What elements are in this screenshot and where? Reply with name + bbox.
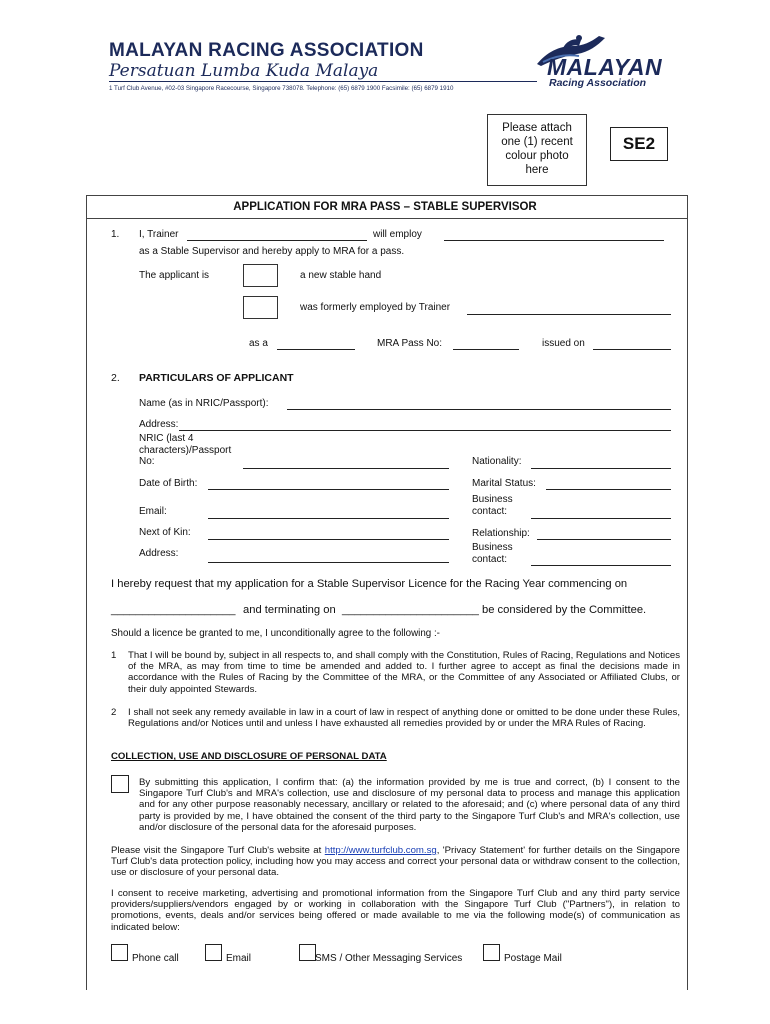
mra-logo xyxy=(533,34,683,92)
email-mode-label: Email xyxy=(226,953,252,964)
former-role-field[interactable] xyxy=(277,349,355,350)
header-rule xyxy=(109,81,537,82)
sms-checkbox[interactable] xyxy=(299,944,316,961)
nric-field[interactable] xyxy=(243,468,449,469)
org-name-malay: Persatuan Lumba Kuda Malaya xyxy=(109,61,379,81)
nationality-label: Nationality: xyxy=(472,456,522,467)
nationality-field[interactable] xyxy=(531,468,671,469)
formerly-employed-checkbox[interactable] xyxy=(243,296,278,319)
privacy-visit-before: Please visit the Singapore Turf Club's website at xyxy=(111,845,325,856)
title-divider xyxy=(86,218,687,219)
privacy-visit-text xyxy=(111,845,680,879)
pdpa-consent-checkbox[interactable] xyxy=(111,775,129,793)
dob-label: Date of Birth: xyxy=(139,478,198,489)
clause-2-text: I shall not seek any remedy available in law in a court of law in respect of anything done or omitted to be done under these Rules, Regulations and/or Notices until and unless I have exhausted all remedies provided by or under the MRA Rules of Racing. xyxy=(128,707,680,730)
clause-2-number: 2 xyxy=(111,707,117,718)
pdpa-heading: COLLECTION, USE AND DISCLOSURE OF PERSONAL DATA xyxy=(111,751,387,762)
section1-number: 1. xyxy=(111,229,120,240)
request-start-blank[interactable]: ____________________ xyxy=(111,604,236,616)
postage-mail-checkbox[interactable] xyxy=(483,944,500,961)
new-stable-hand-checkbox[interactable] xyxy=(243,264,278,287)
trainer-prefix: I, Trainer xyxy=(139,229,179,240)
clause-1-number: 1 xyxy=(111,650,117,661)
photo-box[interactable] xyxy=(487,114,587,186)
kin-business-contact-label: Business contact: xyxy=(472,542,513,565)
former-trainer-field[interactable] xyxy=(467,314,671,315)
request-line1: I hereby request that my application for a Stable Supervisor Licence for the Racing Year commencing on xyxy=(111,578,628,590)
phone-call-label: Phone call xyxy=(132,953,179,964)
section2-number: 2. xyxy=(111,372,120,384)
request-end-blank[interactable]: ______________________ xyxy=(342,604,479,616)
photo-box-text: Please attach one (1) recent colour photo here xyxy=(501,122,573,176)
logo-word: MALAYAN xyxy=(547,54,663,80)
pdpa-consent-text: By submitting this application, I confirm that: (a) the information provided by me is true and correct, (b) I consent to the Singapore Turf Club's and MRA's collection, use and disclosure of my personal data to process and manage this application and for any other purpose reasonably necessary, ancillary or related to the aforesaid; and (c) where personal data of any third party is provided by me, I have obtained the consent of the third party to the Singapore Turf Club's and MRA's collection, use and/or disclosure of the personal data for the aforesaid purposes. xyxy=(139,777,680,833)
issued-on-field[interactable] xyxy=(593,349,671,350)
form-code: SE2 xyxy=(622,134,656,153)
dob-field[interactable] xyxy=(208,489,449,490)
form-title: APPLICATION FOR MRA PASS – STABLE SUPERVISOR xyxy=(233,201,537,213)
phone-call-checkbox[interactable] xyxy=(111,944,128,961)
email-checkbox[interactable] xyxy=(205,944,222,961)
will-employ-label: will employ xyxy=(373,229,422,240)
email-field[interactable] xyxy=(208,518,449,519)
request-considered: be considered by the Committee. xyxy=(482,604,647,616)
applicant-is-label: The applicant is xyxy=(139,270,210,281)
kin-business-contact-field[interactable] xyxy=(531,565,671,566)
business-contact-field[interactable] xyxy=(531,518,671,519)
nric-label: NRIC (last 4 characters)/Passport No: xyxy=(139,433,232,467)
mra-pass-no-label: MRA Pass No: xyxy=(377,338,443,349)
trainer-name-field[interactable] xyxy=(187,240,367,241)
next-of-kin-label: Next of Kin: xyxy=(139,527,191,538)
marketing-consent-text: I consent to receive marketing, advertising and promotional information from the Singapore Turf Club and any third party service providers/suppliers/vendors engaged by or working in collaboration with the Singapore Turf Club ("Partners"), in relation to promotions, events, deals and/or services being offered or made available to me via the following mode(s) of communication as indicated below: xyxy=(111,888,680,933)
issued-on-label: issued on xyxy=(542,338,585,349)
name-label: Name (as in NRIC/Passport): xyxy=(139,398,269,409)
org-name: MALAYAN RACING ASSOCIATION xyxy=(109,40,424,61)
relationship-label: Relationship: xyxy=(472,528,530,539)
formerly-employed-label: was formerly employed by Trainer xyxy=(300,302,451,313)
employee-name-field[interactable] xyxy=(444,240,664,241)
kin-address-label: Address: xyxy=(139,548,179,559)
agree-intro: Should a licence be granted to me, I unconditionally agree to the following :- xyxy=(111,628,440,639)
org-address: 1 Turf Club Avenue, #02-03 Singapore Racecourse, Singapore 738078. Telephone: (65) 6879 1900 Facsimile: (65) 6879 1910 xyxy=(109,85,454,92)
new-stable-hand-label: a new stable hand xyxy=(300,270,382,281)
privacy-visit-after: , 'Privacy Statement' for further details on the Singapore Turf Club's data protection policy, including how you may access and correct your personal data or withdraw consent to the collection, use or disclosure of your personal data. xyxy=(111,845,680,879)
stable-supervisor-statement: as a Stable Supervisor and hereby apply to MRA for a pass. xyxy=(139,246,405,257)
relationship-field[interactable] xyxy=(537,539,671,540)
sms-label: SMS / Other Messaging Services xyxy=(315,953,463,964)
address-label: Address: xyxy=(139,419,179,430)
name-field[interactable] xyxy=(287,409,671,410)
postage-mail-label: Postage Mail xyxy=(504,953,562,964)
email-label: Email: xyxy=(139,506,167,517)
marital-status-field[interactable] xyxy=(546,489,671,490)
form-code-box xyxy=(610,127,668,161)
next-of-kin-field[interactable] xyxy=(208,539,449,540)
business-contact-label: Business contact: xyxy=(472,494,513,517)
section2-title: PARTICULARS OF APPLICANT xyxy=(139,372,294,384)
clause-1-text: That I will be bound by, subject in all respects to, and shall comply with the Constitution, Rules of Racing, Regulations and Notices of the MRA, as may from time to time be amended and added to. I further agree to accept as final the decisions made in accordance with the Rules of Racing by the Committee of the MRA, or the Committee of any Associated or Affiliated Clubs, or their duly appointed Stewards. xyxy=(128,650,680,695)
request-terminating: and terminating on xyxy=(243,604,336,616)
kin-address-field[interactable] xyxy=(208,562,449,563)
turfclub-link[interactable]: http://www.turfclub.com.sg xyxy=(324,845,437,856)
mra-pass-no-field[interactable] xyxy=(453,349,519,350)
marital-status-label: Marital Status: xyxy=(472,478,536,489)
address-field[interactable] xyxy=(179,430,671,431)
as-a-label: as a xyxy=(249,338,268,349)
logo-sub: Racing Association xyxy=(549,77,647,89)
